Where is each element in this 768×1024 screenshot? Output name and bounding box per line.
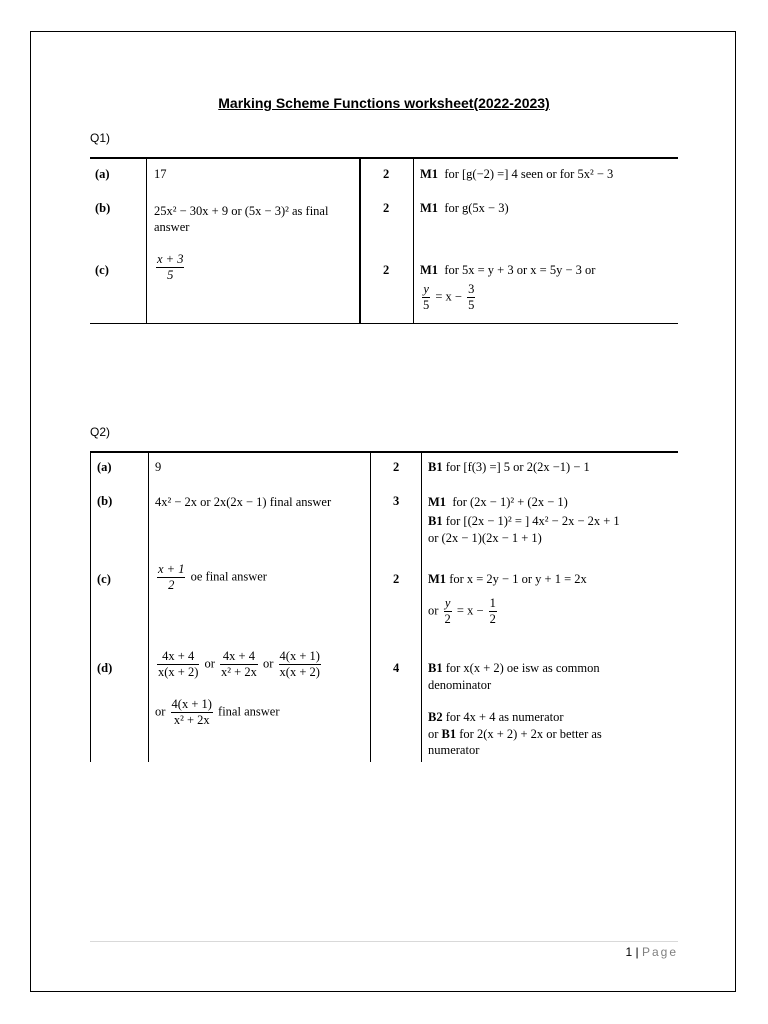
q2-a-part: (a) [97,460,112,474]
q2-label: Q2) [90,425,111,439]
q2-b-guidance-3: or (2x − 1)(2x − 1 + 1) [428,531,542,545]
q1-c-guidance: M1 for 5x = y + 3 or x = 5y − 3 or [420,263,596,277]
q2-b-mark: 3 [393,494,400,508]
q1-label: Q1) [90,131,111,145]
q1-table-bottom-rule [90,323,678,324]
q2-col-divider-2 [370,453,371,762]
q1-b-answer-line2: answer [154,220,190,234]
q1-a-mark: 2 [383,167,390,181]
q2-a-answer: 9 [155,460,162,474]
q2-d-guidance-3: B2 for 4x + 4 as numerator [428,710,564,724]
page-footer [625,945,678,959]
q1-c-part: (c) [95,263,109,277]
q2-d-answer-line2: or $\frac{4(x + 1)}{\text{x² + 2x}}$ final answer [155,697,280,727]
q1-c-guidance-fraction: $\frac{y}{5}$ = x − $\frac{3}{5}$ [423,282,475,312]
footer-separator: | [635,945,639,959]
q2-c-answer: $\frac{x + 1}{2}$ oe final answer [158,562,267,592]
q2-a-guidance: B1 for [f(3) =] 5 or 2(2x −1) − 1 [428,460,590,474]
q2-c-part: (c) [97,572,111,586]
q2-d-part: (d) [97,661,113,675]
q2-b-answer: 4x² − 2x or 2x(2x − 1) final answer [155,495,332,509]
q2-col-divider-1 [148,453,149,762]
q2-d-guidance-1: B1 for x(x + 2) oe isw as common [428,661,600,675]
q2-b-guidance-2: B1 for [(2x − 1)² = ] 4x² − 2x − 2x + 1 [428,514,620,528]
q1-c-answer: $\frac{x + 3}{5}$ [157,252,184,282]
q2-d-guidance-2: denominator [428,678,492,692]
q2-b-guidance-1: M1 for (2x − 1)² + (2x − 1) [428,495,568,509]
q2-col-divider-0 [90,453,91,762]
q2-d-guidance-5: numerator [428,743,480,757]
q1-a-part: (a) [95,167,110,181]
q2-d-mark: 4 [393,661,400,675]
q1-col-divider-1 [146,158,147,324]
page-number: 1 [625,945,633,959]
q2-d-guidance-4: or B1 for 2(x + 2) + 2x or better as [428,727,602,741]
q1-b-answer: 25x² − 30x + 9 or (5x − 3)² as final [154,204,329,218]
q2-c-guidance-1: M1 for x = 2y − 1 or y + 1 = 2x [428,572,587,586]
q1-col-divider-3 [413,158,414,324]
q1-a-answer: 17 [154,167,167,181]
q2-a-mark: 2 [393,460,400,474]
q2-c-mark: 2 [393,572,400,586]
q1-b-guidance: M1 for g(5x − 3) [420,201,509,215]
q2-d-answer-line1: $\frac{4x + 4}{x(x + 2)}$ or $\frac{4x + 4}{\text{x² + 2x}}$ or $\frac{4(x + 1)}{x(x + 2)}$ [158,649,320,679]
q2-col-divider-3 [421,453,422,762]
q1-b-part: (b) [95,201,111,215]
q2-b-part: (b) [97,494,113,508]
q1-col-divider-2 [359,158,361,324]
q1-b-mark: 2 [383,201,390,215]
q1-a-guidance: M1 for [g(−2) =] 4 seen or for 5x² − 3 [420,167,614,181]
q1-c-mark: 2 [383,263,390,277]
q1-table-top-rule [90,157,678,159]
page-label: Page [641,945,678,959]
page-title: Marking Scheme Functions worksheet(2022-2023) [218,95,550,111]
footer-rule [90,941,678,942]
q2-table-top-rule [90,451,678,453]
q2-c-guidance-2: or $\frac{y}{2}$ = x − $\frac{1}{2}$ [428,596,496,626]
